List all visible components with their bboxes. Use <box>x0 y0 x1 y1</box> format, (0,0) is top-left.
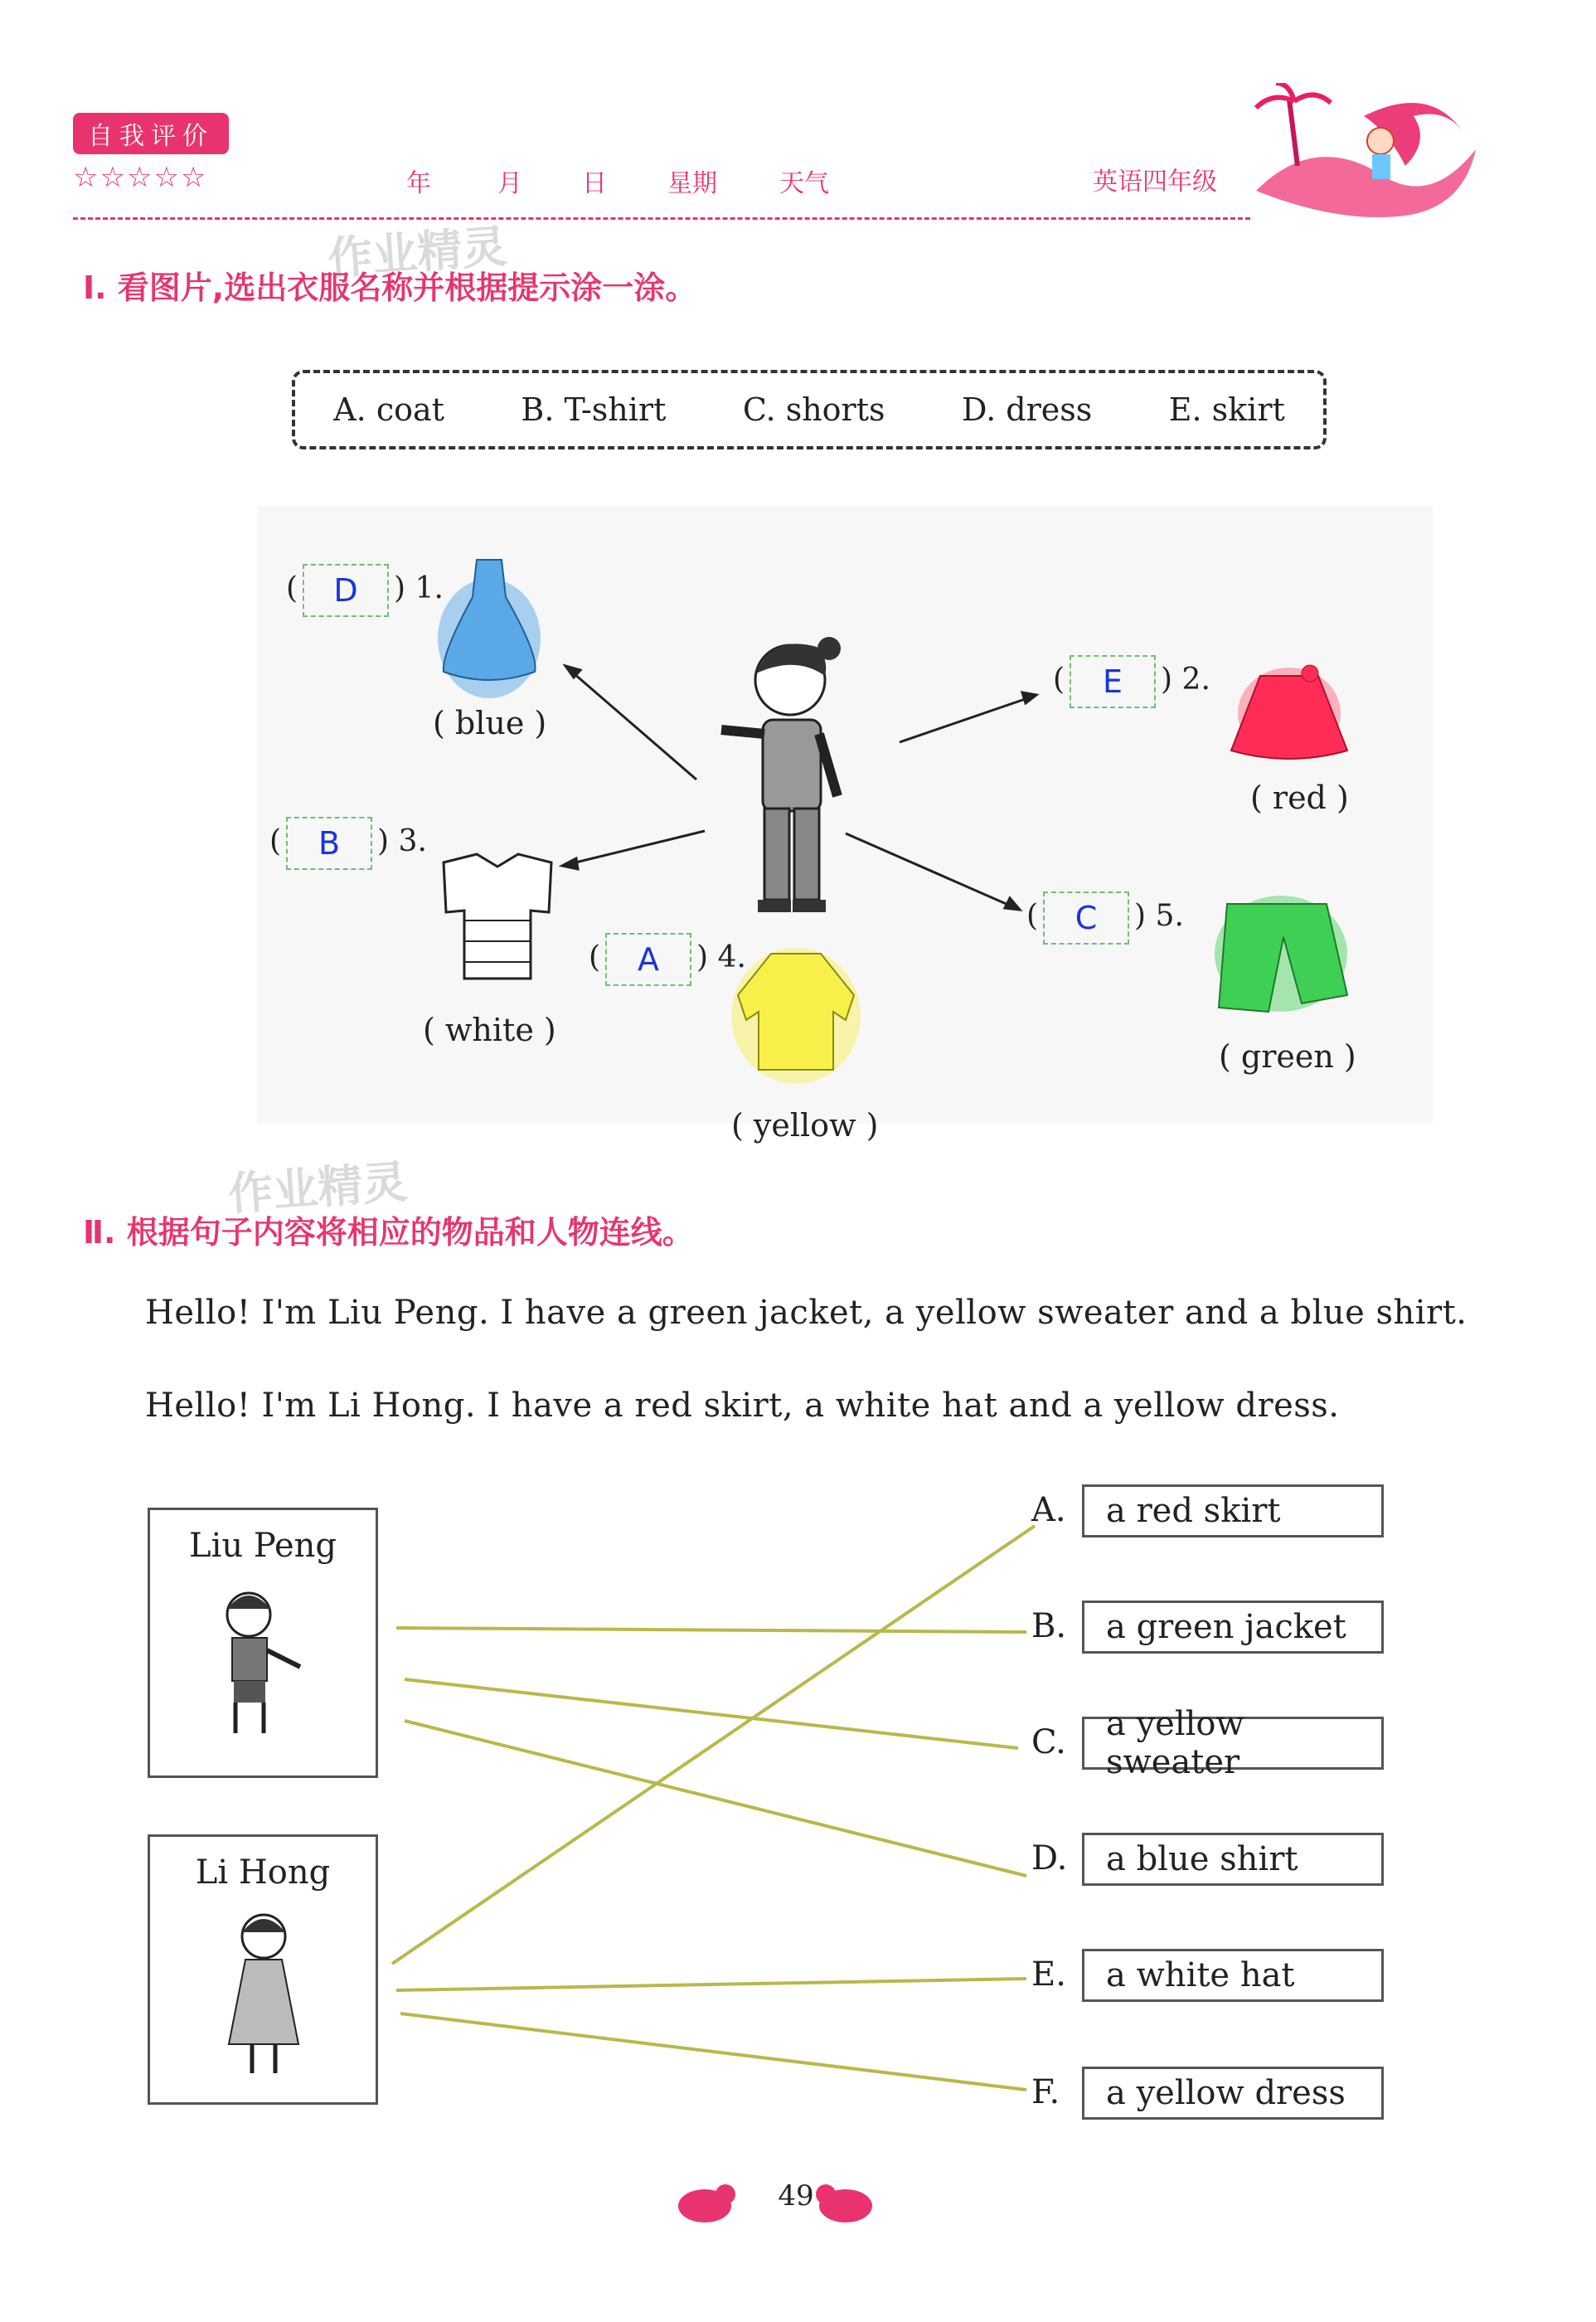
option-letter-b: B. <box>1031 1607 1067 1645</box>
option-letter-f: F. <box>1031 2073 1060 2111</box>
weekday-label: 星期 <box>667 169 717 198</box>
option-red-skirt[interactable]: a red skirt <box>1082 1484 1384 1537</box>
person-name: Liu Peng <box>189 1527 337 1565</box>
color-label-yellow: ( yellow ) <box>731 1107 879 1144</box>
answer-item-4: ( A ) 4. <box>589 933 746 986</box>
option-blue-shirt[interactable]: a blue shirt <box>1082 1833 1384 1886</box>
option-coat: A. coat <box>333 391 444 428</box>
color-label-white: ( white ) <box>423 1012 556 1048</box>
date-year-label: 年 <box>406 169 431 198</box>
answer-box-5[interactable]: C <box>1043 891 1129 945</box>
match-line-f <box>400 2014 1026 2090</box>
match-line-a <box>392 1526 1035 1964</box>
weather-label: 天气 <box>779 169 829 198</box>
person-card-li-hong[interactable] <box>148 1834 378 2105</box>
section-2-title: Ⅱ. 根据句子内容将相应的物品和人物连线。 <box>83 1214 694 1251</box>
date-day-label: 日 <box>582 169 607 198</box>
shorts-icon <box>1215 896 1347 1012</box>
color-label-green: ( green ) <box>1219 1038 1356 1075</box>
color-label-blue: ( blue ) <box>433 705 547 741</box>
option-letter-e: E. <box>1031 1955 1066 1994</box>
section-1-title: Ⅰ. 看图片,选出衣服名称并根据提示涂一涂。 <box>83 270 697 306</box>
option-letter-c: C. <box>1031 1723 1066 1761</box>
option-yellow-sweater[interactable]: a yellow sweater <box>1082 1717 1384 1770</box>
answer-box-2[interactable]: E <box>1070 655 1156 708</box>
person-name: Li Hong <box>195 1853 331 1892</box>
watermark: 作业精灵 <box>326 220 509 285</box>
date-month-label: 月 <box>497 169 522 198</box>
option-letter-d: D. <box>1031 1839 1068 1878</box>
matching-lines <box>392 1526 1035 2090</box>
option-yellow-dress[interactable]: a yellow dress <box>1082 2067 1384 2120</box>
answer-box-3[interactable]: B <box>286 817 372 870</box>
answer-item-2: ( E ) 2. <box>1053 655 1210 708</box>
sentence-liu-peng: Hello! I'm Liu Peng. I have a green jacket, a yellow sweater and a blue shirt. <box>145 1294 1467 1332</box>
grade-label: 英语四年级 <box>1093 168 1217 197</box>
page-number: 49 <box>778 2179 814 2213</box>
option-letter-a: A. <box>1031 1491 1066 1529</box>
answer-item-1: ( D ) 1. <box>286 564 444 617</box>
answer-box-4[interactable]: A <box>605 933 691 986</box>
dress-icon <box>438 560 541 698</box>
answer-box-1[interactable]: D <box>303 564 389 617</box>
match-line-b <box>396 1628 1026 1632</box>
match-line-e <box>396 1979 1026 1990</box>
color-label-red: ( red ) <box>1250 780 1349 816</box>
answer-item-5: ( C ) 5. <box>1026 891 1184 945</box>
option-white-hat[interactable]: a white hat <box>1082 1949 1384 2002</box>
option-shorts: C. shorts <box>742 391 885 428</box>
match-line-c <box>405 1679 1018 1748</box>
coat-icon <box>731 948 861 1084</box>
tshirt-icon <box>444 854 551 979</box>
girl-illustration <box>721 637 841 912</box>
option-tshirt: B. T-shirt <box>521 391 667 428</box>
rating-stars[interactable]: ☆☆☆☆☆ <box>73 161 208 194</box>
self-evaluation-badge: 自我评价 <box>73 113 229 154</box>
watermark: 作业精灵 <box>226 1155 410 1221</box>
person-card-liu-peng[interactable] <box>148 1508 378 1778</box>
answer-item-3: ( B ) 3. <box>269 817 427 870</box>
skirt-icon <box>1231 665 1347 759</box>
option-green-jacket[interactable]: a green jacket <box>1082 1601 1384 1654</box>
sentence-li-hong: Hello! I'm Li Hong. I have a red skirt, a white hat and a yellow dress. <box>145 1387 1340 1425</box>
option-skirt: E. skirt <box>1168 391 1285 428</box>
option-dress: D. dress <box>961 391 1093 428</box>
